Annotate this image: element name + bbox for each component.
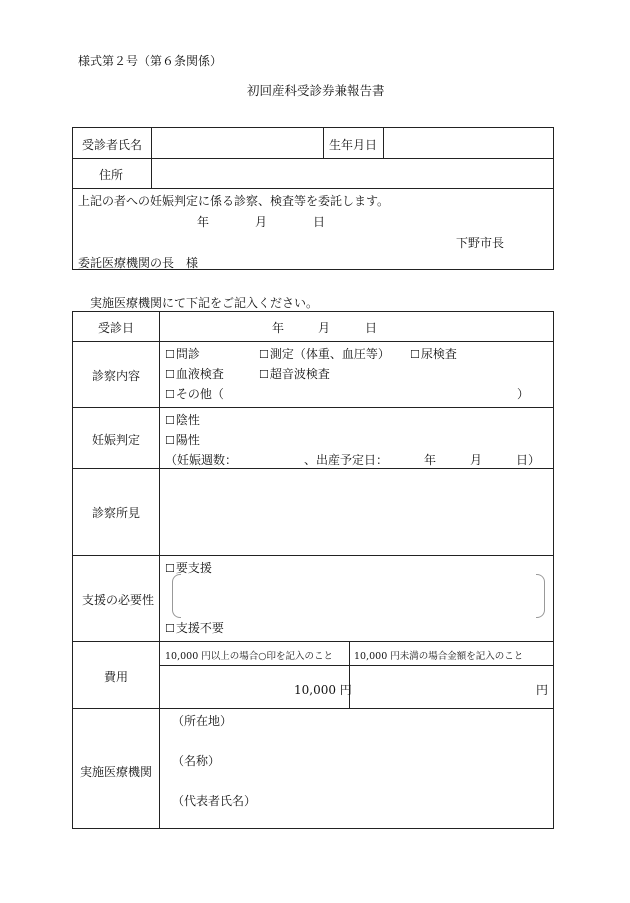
birthdate-field[interactable]	[386, 130, 550, 156]
institution-representative: （代表者氏名）	[172, 794, 257, 808]
checkbox-interview[interactable]: ☐ 問診	[165, 345, 200, 362]
cost-over-amount[interactable]: 10,000 円	[294, 683, 352, 697]
exam-content-label: 診察内容	[92, 369, 141, 383]
checkbox-support-not-needed[interactable]: ☐ 支援不要	[165, 619, 224, 636]
address-label: 住所	[99, 168, 124, 182]
exam-date-day: 日	[365, 321, 378, 335]
address-field[interactable]	[153, 160, 551, 186]
checkbox-urine[interactable]: ☐ 尿検査	[410, 345, 457, 362]
institution-label: 実施医療機関	[80, 765, 153, 779]
request-text: 上記の者への妊娠判定に係る診察、検査等を委託します。	[78, 194, 390, 208]
exam-date-label: 受診日	[98, 321, 135, 335]
instruction-text: 実施医療機関にて下記をご記入ください。	[90, 296, 319, 310]
due-year: 年	[424, 453, 437, 467]
checkbox-ultrasound[interactable]: ☐ 超音波検査	[259, 365, 330, 382]
due-day: 日）	[516, 453, 541, 467]
institution-name: （名称）	[172, 754, 221, 768]
pregnancy-weeks: （妊娠週数：	[165, 453, 238, 467]
pregnancy-label: 妊娠判定	[92, 433, 141, 447]
patient-name-field[interactable]	[153, 130, 321, 156]
checkbox-blood[interactable]: ☐ 血液検査	[165, 365, 224, 382]
mayor: 下野市長	[456, 236, 505, 250]
cost-over-header: 10,000 円以上の場合○印を記入のこと	[165, 651, 334, 662]
request-day: 日	[313, 215, 326, 229]
form-number: 様式第２号（第６条関係）	[78, 54, 223, 68]
checkbox-other[interactable]: ☐ その他（	[165, 385, 224, 402]
cost-under-header: 10,000 円未満の場合金額を記入のこと	[354, 651, 524, 662]
findings-label: 診察所見	[92, 506, 141, 520]
cost-label: 費用	[104, 670, 129, 684]
support-detail-field[interactable]	[184, 576, 532, 614]
due-date-label: 、出産予定日：	[304, 453, 389, 467]
birthdate-label: 生年月日	[329, 138, 378, 152]
patient-name-label: 受診者氏名	[82, 138, 143, 152]
checkbox-measurement[interactable]: ☐ 測定（体重、血圧等）	[259, 345, 390, 362]
exam-date-month: 月	[318, 321, 331, 335]
institution-location: （所在地）	[172, 714, 233, 728]
cost-under-yen: 円	[536, 683, 549, 697]
findings-field[interactable]	[162, 471, 550, 552]
checkbox-support-needed[interactable]: ☐ 要支援	[165, 559, 212, 576]
addressee: 委託医療機関の長 様	[78, 256, 199, 270]
other-close-paren: ）	[517, 387, 530, 401]
page-title: 初回産科受診券兼報告書	[247, 83, 385, 98]
exam-date-year: 年	[272, 321, 285, 335]
checkbox-positive[interactable]: ☐ 陽性	[165, 431, 200, 448]
support-label: 支援の必要性	[82, 593, 155, 607]
cost-under-field[interactable]	[352, 668, 532, 706]
left-bracket	[172, 574, 181, 618]
request-month: 月	[255, 215, 268, 229]
checkbox-negative[interactable]: ☐ 陰性	[165, 411, 200, 428]
right-bracket	[536, 574, 545, 618]
request-year: 年	[197, 215, 210, 229]
due-month: 月	[470, 453, 483, 467]
